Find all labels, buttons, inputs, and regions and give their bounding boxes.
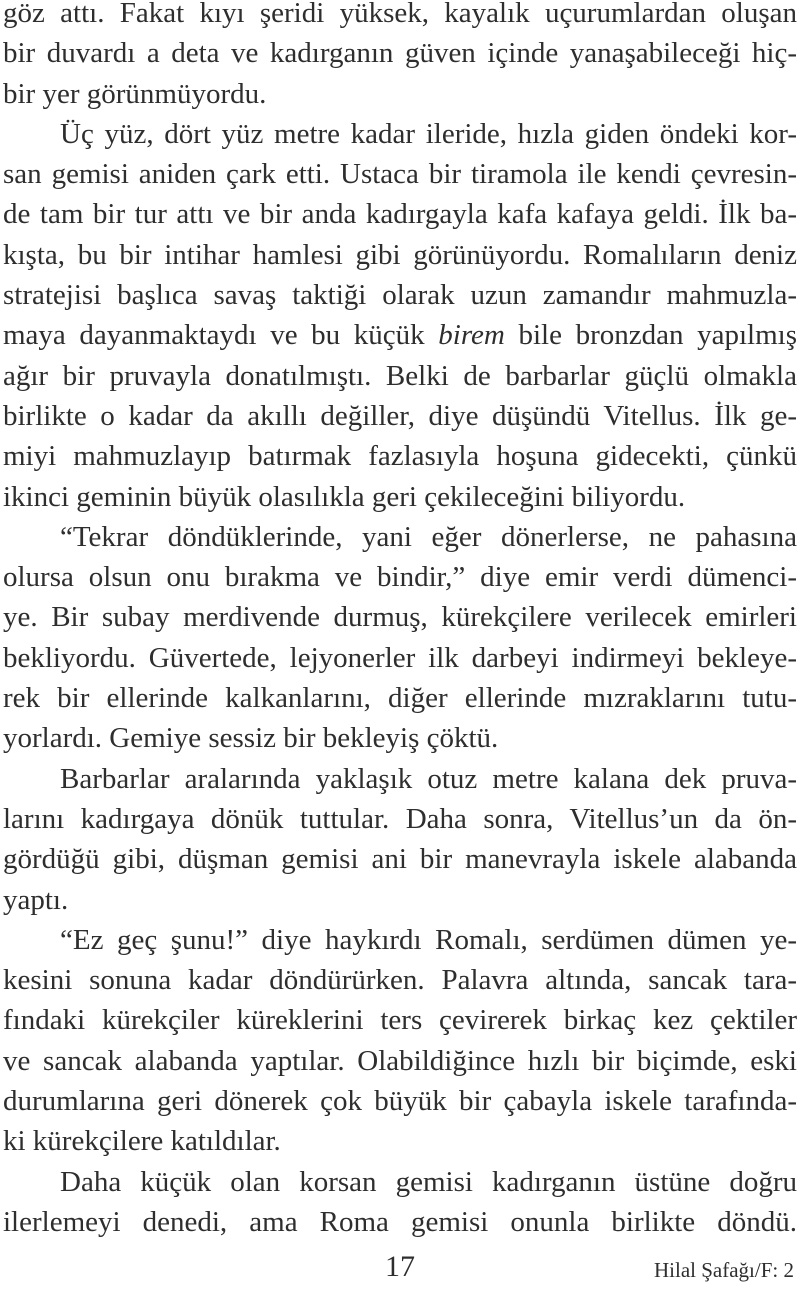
text-segment: bile bronzdan yapılmış [504,319,797,352]
text-segment: maya dayanmaktaydı ve bu küçük [3,319,439,352]
text-line: bekliyordu. Güvertede, lejyonerler ilk darbeyi indirmeyi bekleye- [3,641,797,674]
paragraph-first-line: “Ez geç şunu!” diye haykırdı Romalı, serdümen dümen ye- [60,923,797,956]
text-line: göz attı. Fakat kıyı şeridi yüksek, kayalık uçurumlardan oluşan [3,0,797,29]
text-line: ve sancak alabanda yaptılar. Olabildiğince hızlı bir biçimde, eski [3,1044,797,1077]
text-line: de tam bir tur attı ve bir anda kadırgayla kafa kafaya geldi. İlk ba- [3,198,797,231]
text-line: kışta, bu bir intihar hamlesi gibi görünüyordu. Romalıların deniz [3,238,797,271]
running-footer: Hilal Şafağı/F: 2 [654,1258,794,1282]
text-line: yorlardı. Gemiye sessiz bir bekleyiş çöktü. [3,722,499,755]
paragraph-first-line: Daha küçük olan korsan gemisi kadırganın üstüne doğru [60,1165,797,1198]
text-line: ilerlemeyi denedi, ama Roma gemisi onunla birlikte döndü. [3,1205,797,1238]
italic-word: birem [438,319,505,352]
text-line: stratejisi başlıca savaş taktiği olarak uzun zamandır mahmuzla- [3,279,797,312]
text-line: bir duvardı a deta ve kadırganın güven içinde yanaşabileceği hiç- [3,37,797,70]
text-line: san gemisi aniden çark etti. Ustaca bir tiramola ile kendi çevresin- [3,158,797,191]
text-line: olursa olsun onu bırakma ve bindir,” diye emir verdi dümenci- [3,561,797,594]
text-line: ye. Bir subay merdivende durmuş, kürekçilere verilecek emirleri [3,601,797,634]
text-line: fındaki kürekçiler küreklerini ters çevirerek birkaç kez çektiler [3,1004,797,1037]
paragraph-first-line: Barbarlar aralarında yaklaşık otuz metre kalana dek pruva- [60,762,797,795]
text-line: bir yer görünmüyordu. [3,77,267,110]
text-line: miyi mahmuzlayıp batırmak fazlasıyla hoşuna gidecekti, çünkü [3,440,797,473]
text-line: ağır bir pruvayla donatılmıştı. Belki de barbarlar güçlü olmakla [3,359,797,392]
text-line [3,315,797,355]
text-line: birlikte o kadar da akıllı değiller, diye düşündü Vitellus. İlk ge- [3,399,797,432]
text-line: ki kürekçilere katıldılar. [3,1125,281,1158]
paragraph-first-line: Üç yüz, dört yüz metre kadar ileride, hızla giden öndeki kor- [60,117,797,150]
body-text [3,0,797,1242]
text-line: durumlarına geri dönerek çok büyük bir çabayla iskele tarafında- [3,1085,797,1118]
page-number: 17 [385,1250,415,1283]
text-line: ikinci geminin büyük olasılıkla geri çekileceğini biliyordu. [3,480,686,513]
text-line: yaptı. [3,883,69,916]
text-line: rek bir ellerinde kalkanlarını, diğer ellerinde mızraklarını tutu- [3,682,797,715]
text-line: kesini sonuna kadar döndürürken. Palavra altında, sancak tara- [3,964,797,997]
paragraph-first-line: “Tekrar döndüklerinde, yani eğer dönerlerse, ne pahasına [60,520,797,553]
text-line: gördüğü gibi, düşman gemisi ani bir manevrayla iskele alabanda [3,843,797,876]
text-line: larını kadırgaya dönük tuttular. Daha sonra, Vitellus’un da ön- [3,802,797,835]
